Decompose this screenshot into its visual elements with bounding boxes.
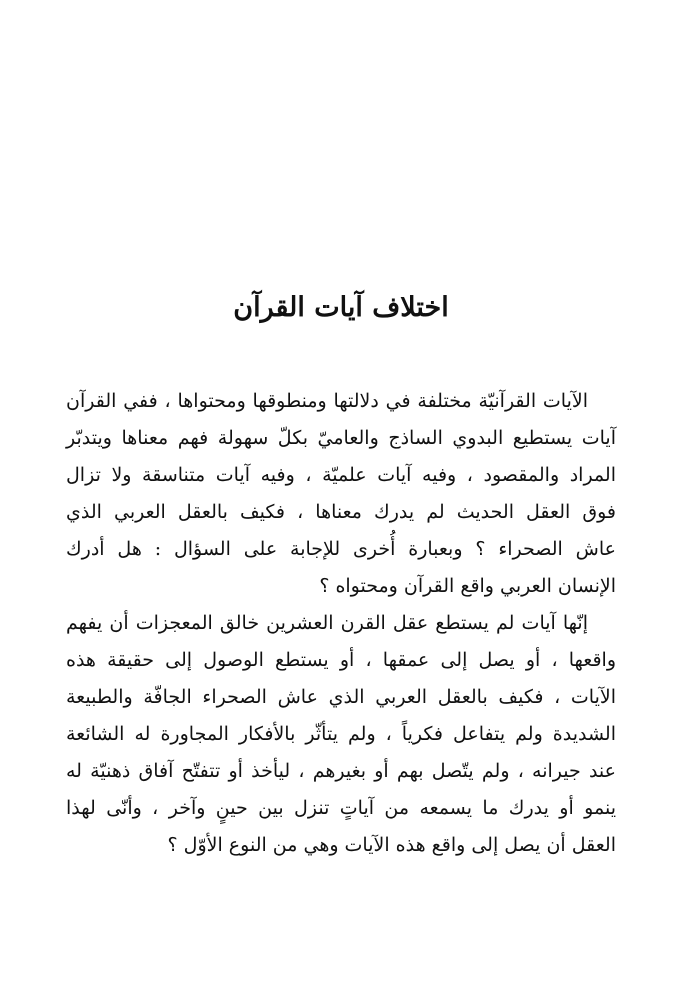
text-line: الإنسان العربي واقع القرآن ومحتواه ؟ — [319, 575, 616, 597]
text-line: المراد والمقصود ، وفيه آيات علميّة ، وفيه آيات متناسقة ولا تزال — [66, 464, 616, 486]
chapter-heading: اختلاف آيات القرآن — [233, 292, 449, 323]
text-line: الشديدة ولم يتفاعل فكرياً ، ولم يتأثّر بالأفكار المجاورة له الشائعة — [66, 723, 616, 745]
text-line: عاش الصحراء ؟ وبعبارة أُخرى للإجابة على السؤال : هل أدرك — [66, 538, 616, 560]
body-text — [66, 383, 616, 864]
paragraph-1 — [66, 383, 616, 605]
text-line: الآيات ، فكيف بالعقل العربي الذي عاش الصحراء الجافّة والطبيعة — [66, 686, 616, 708]
text-line: ينمو أو يدرك ما يسمعه من آياتٍ تنزل بين حينٍ وآخر ، وأنّى لهذا — [66, 797, 616, 819]
text-line: واقعها ، أو يصل إلى عمقها ، أو يستطع الوصول إلى حقيقة هذه — [66, 649, 616, 671]
text-line: آيات يستطيع البدوي الساذج والعاميّ بكلّ سهولة فهم معناها ويتدبّر — [66, 427, 616, 449]
text-line: الآيات القرآنيّة مختلفة في دلالتها ومنطوقها ومحتواها ، ففي القرآن — [66, 390, 588, 412]
text-line: عند جيرانه ، ولم يتّصل بهم أو بغيرهم ، ليأخذ أو تتفتّح آفاق ذهنيّة له — [66, 760, 616, 782]
paragraph-2 — [66, 605, 616, 864]
text-line: إنّها آيات لم يستطع عقل القرن العشرين خالق المعجزات أن يفهم — [66, 612, 588, 634]
text-line: فوق العقل الحديث لم يدرك معناها ، فكيف بالعقل العربي الذي — [66, 501, 616, 523]
text-line: العقل أن يصل إلى واقع هذه الآيات وهي من النوع الأوّل ؟ — [167, 834, 616, 856]
